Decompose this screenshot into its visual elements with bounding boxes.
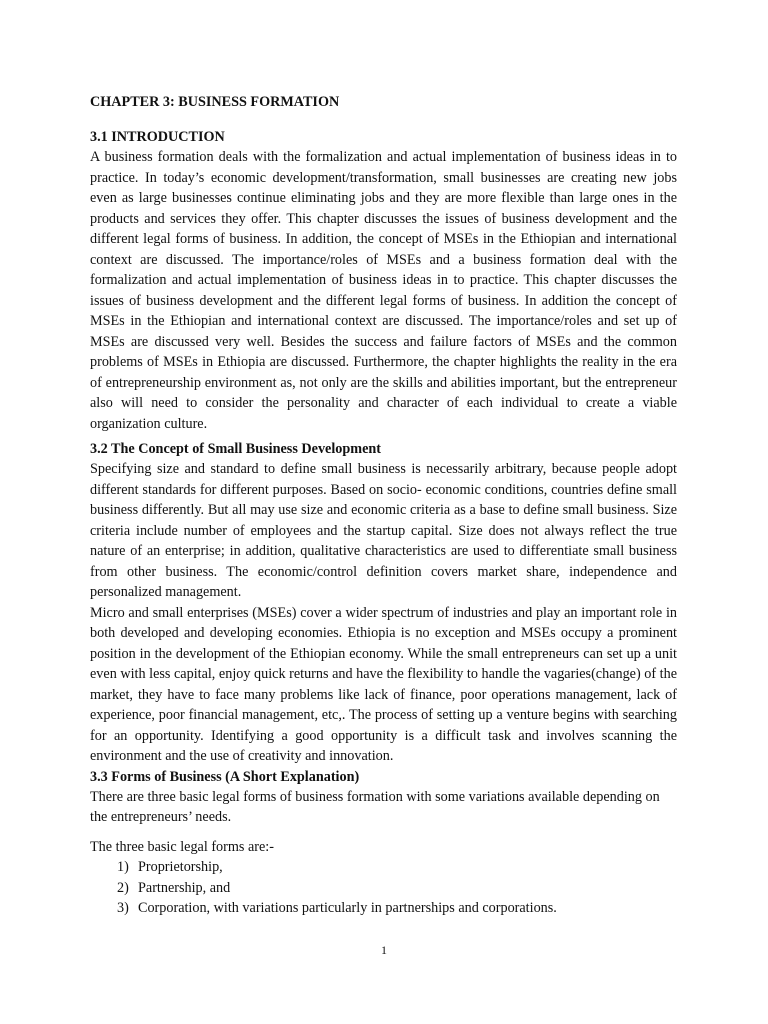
small-business-paragraph-2: Micro and small enterprises (MSEs) cover a wider spectrum of industries and play an important role in both developed and developing economies. Ethiopia is no exception and MSEs occupy a prominent position in the development of the Ethiopian economy. While the small entrepreneurs can set up a unit even with less capital, enjoy quick returns and have the flexibility to handle the vagaries(change) of the market, they have to face many problems like lack of finance, poor operations management, lack of experience, poor financial management, etc,. The process of setting up a venture begins with searching for an opportunity. Identifying a good opportunity is a difficult task and involves scanning the environment and the use of creativity and innovation. (90, 604, 677, 764)
list-item (90, 857, 677, 878)
chapter-title: CHAPTER 3: BUSINESS FORMATION (90, 94, 340, 110)
section-heading-introduction: 3.1 INTRODUCTION (90, 129, 225, 145)
section-heading-small-business-concept: 3.2 The Concept of Small Business Development (90, 441, 381, 457)
forms-of-business-paragraph: There are three basic legal forms of business formation with some variations available depending on the entrepreneurs’ needs. (90, 788, 660, 825)
document-page (90, 92, 677, 919)
small-business-paragraph-1: Specifying size and standard to define small business is necessarily arbitrary, because people adopt different standards for different purposes. Based on socio- economic conditions, countries define small business differently. But all may use size and economic criteria as a base to define small business. Size criteria include number of employees and the startup capital. Size does not always reflect the true nature of an enterprise; in addition, qualitative characteristics are used to differentiate small business from other business. The economic/control definition covers market share, independence and personalized management. (90, 461, 677, 600)
introduction-paragraph: A business formation deals with the formalization and actual implementation of business ideas in to practice. In today’s economic development/transformation, small businesses are creating new jobs even as large businesses continue eliminating jobs and they are more flexible than large ones in the products and services they offer. This chapter discusses the issues of business development and the different legal forms of business. In addition, the concept of MSEs in the Ethiopian and international context are discussed. The importance/roles of MSEs and a business formation deal with the formalization and actual implementation of business ideas in to practice. This chapter discusses the issues of business development and the different legal forms of business. In addition the concept of MSEs in the Ethiopian and international context are discussed. The importance/roles and set up of MSEs are discussed very well. Besides the success and failure factors of MSEs and the common problems of MSEs in Ethiopia are discussed. Furthermore, the chapter highlights the reality in the era of entrepreneurship environment as, not only are the skills and abilities important, but the entrepreneur also will need to consider the personality and character of each individual to create a viable organization culture. (90, 149, 677, 432)
page-number: 1 (381, 943, 387, 957)
list-item (90, 878, 677, 899)
list-item (90, 898, 677, 919)
list-item-text: Proprietorship, (138, 859, 223, 875)
section-heading-forms-of-business: 3.3 Forms of Business (A Short Explanation) (90, 768, 360, 785)
list-item-number: 1) (117, 859, 129, 875)
list-item-number: 3) (117, 900, 129, 916)
legal-forms-intro: The three basic legal forms are:- (90, 838, 274, 855)
list-item-number: 2) (117, 879, 129, 896)
legal-forms-list (90, 857, 677, 919)
list-item-text: Partnership, and (138, 879, 231, 896)
paragraph-spacer (90, 828, 677, 837)
list-item-text: Corporation, with variations particularly in partnerships and corporations. (138, 900, 557, 916)
